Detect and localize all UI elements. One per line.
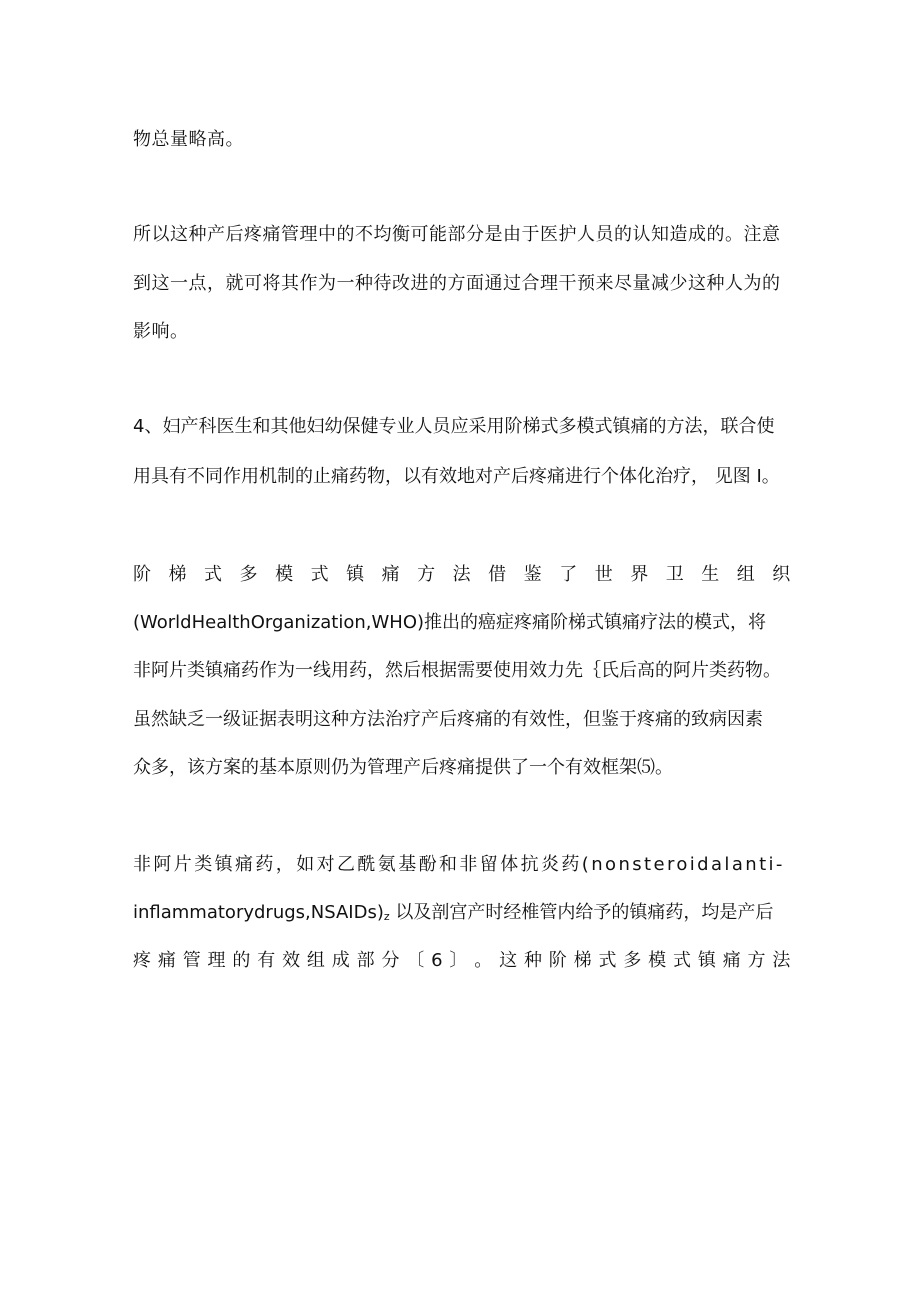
justified-char: 种: [523, 950, 543, 971]
justified-char: 阶: [133, 564, 152, 585]
justified-char: 界: [630, 564, 649, 585]
paragraph-2-line-1: 4、妇产科医生和其他妇幼保健专业人员应采用阶梯式多模式镇痛的方法，联合使: [133, 416, 775, 437]
justified-char: 借: [488, 564, 507, 585]
justified-char: 成: [331, 950, 351, 971]
paragraph-4-line-2: [133, 901, 773, 929]
justified-char: 多: [623, 950, 642, 971]
paragraph-4-line-1: 非阿片类镇痛药，如对乙酰氨基酚和非留体抗炎药(nonsteroidalanti-: [133, 854, 785, 875]
justified-char: 梯: [573, 950, 593, 971]
justified-char: 疼: [133, 950, 152, 971]
justified-char: 梯: [168, 564, 188, 585]
paragraph-0-line-1: 物总量略高。: [133, 129, 244, 150]
justified-char: 模: [648, 950, 667, 971]
paragraph-3-line-2: (WorldHealthOrganization,WHO)推出的癌症疼痛阶梯式镇痛疗法的模式，将: [133, 612, 767, 633]
paragraph-4-line-2-rest: 以及剖宫产时经椎管内给予的镇痛药，均是产后: [389, 902, 774, 923]
justified-char: 生: [701, 564, 720, 585]
paragraph-4-line-2-main: inflammatorydrugs,NSAIDs): [133, 902, 384, 923]
justified-char: 卫: [665, 564, 685, 585]
justified-char: 阶: [548, 950, 568, 971]
justified-char: 6: [431, 950, 444, 971]
justified-char: 〔: [406, 950, 425, 971]
justified-char: 组: [736, 564, 756, 585]
justified-char: 痛: [157, 950, 177, 971]
justified-char: 痛: [722, 950, 742, 971]
justified-char: 法: [452, 564, 472, 585]
paragraph-1-line-2: 到这一点，就可将其作为一种待改进的方面通过合理干预来尽量减少这种人为的: [133, 273, 781, 294]
justified-char: 镇: [697, 950, 717, 971]
justified-char: 组: [306, 950, 326, 971]
justified-char: 式: [598, 950, 617, 971]
justified-char: 这: [499, 950, 518, 971]
justified-char: 织: [772, 564, 791, 585]
justified-char: 分: [381, 950, 400, 971]
justified-char: 世: [594, 564, 614, 585]
justified-char: 部: [356, 950, 376, 971]
justified-char: 式: [673, 950, 692, 971]
paragraph-3-line-4: 虽然缺乏一级证据表明这种方法治疗产后疼痛的有效性，但鉴于疼痛的致病因素: [133, 709, 763, 730]
paragraph-3-line-1: [133, 563, 791, 587]
justified-char: 方: [417, 564, 436, 585]
justified-char: 痛: [381, 564, 401, 585]
justified-char: 鉴: [523, 564, 543, 585]
justified-char: 〕: [449, 950, 468, 971]
justified-char: 式: [204, 564, 223, 585]
justified-char: 效: [282, 950, 301, 971]
justified-char: 式: [310, 564, 330, 585]
paragraph-4-line-2-sub: z: [383, 910, 390, 923]
paragraph-1-line-1: 所以这种产后疼痛管理中的不均衡可能部分是由于医护人员的认知造成的。注意: [133, 224, 781, 245]
justified-char: 的: [232, 950, 251, 971]
justified-char: 多: [239, 564, 259, 585]
paragraph-2-line-2: 用具有不同作用机制的止痛药物，以有效地对产后疼痛进行个体化治疗， 见图 I。: [133, 466, 780, 487]
justified-char: 法: [772, 950, 791, 971]
justified-char: 理: [207, 950, 227, 971]
paragraph-1-line-3: 影响。: [133, 321, 189, 342]
paragraph-3-line-3: 非阿片类镇痛药作为一线用药，然后根据需要使用效力先｛氏后高的阿片类药物。: [133, 660, 781, 681]
justified-char: 管: [182, 950, 202, 971]
justified-char: 有: [257, 950, 276, 971]
paragraph-3-line-5: 众多，该方案的基本原则仍为管理产后疼痛提供了一个有效框架⑸。: [133, 757, 673, 778]
paragraph-4-line-3: [133, 949, 791, 973]
justified-char: 模: [275, 564, 294, 585]
justified-char: 镇: [346, 564, 365, 585]
justified-char: 。: [474, 950, 493, 971]
justified-char: 了: [559, 564, 578, 585]
justified-char: 方: [747, 950, 767, 971]
